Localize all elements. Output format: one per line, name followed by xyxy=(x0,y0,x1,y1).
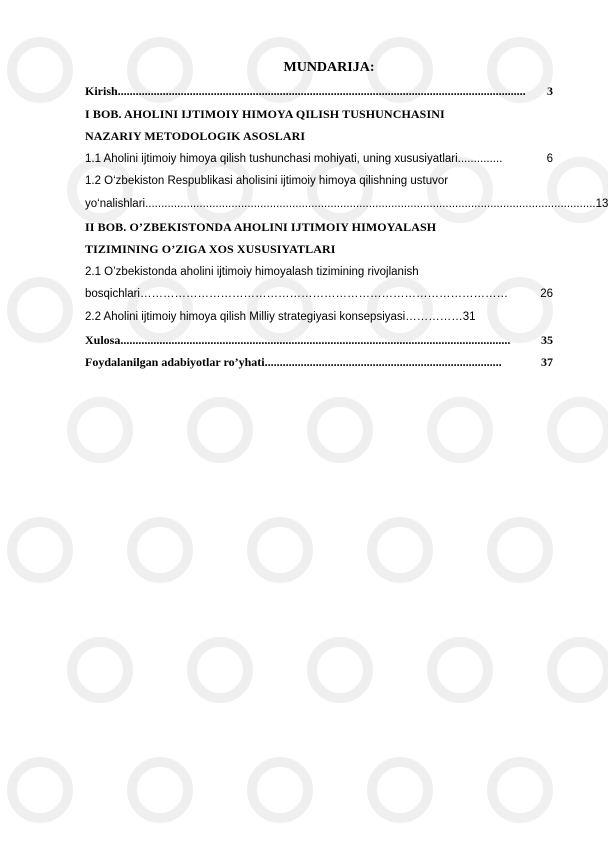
toc-page-number: 31 xyxy=(462,310,476,323)
toc-page-number: 6 xyxy=(546,152,553,165)
toc-leader-dots: .................................................................................................................................. xyxy=(120,332,511,347)
toc-entry-label: yo‘nalishlari xyxy=(85,197,146,210)
toc-leader-dots: ............................................................................................................................................. xyxy=(145,197,596,210)
toc-entry-label: bosqichlari xyxy=(85,288,140,301)
toc-leader-dots: ........................................................................................................................................ xyxy=(117,84,526,98)
toc-entry-1-1[interactable] xyxy=(85,148,553,171)
toc-page-number: 3 xyxy=(547,84,553,98)
toc-chapter-1-heading[interactable]: I BOB. AHOLINI IJTIMOIY HIMOYA QILISH TUSHUNCHASINI xyxy=(85,106,445,121)
toc-entry-1-2-line-1[interactable]: 1.2 O‘zbekiston Respublikasi aholisini ijtimoiy himoya qilishning ustuvor xyxy=(85,175,449,188)
toc-entry-kirish[interactable] xyxy=(85,80,553,103)
toc-entry-references[interactable] xyxy=(85,351,553,374)
toc-title: MUNDARIJA: xyxy=(283,60,375,75)
toc-chapter-1-heading-cont[interactable]: NAZARIY METODOLOGIK ASOSLARI xyxy=(85,129,306,144)
toc-page-number: 37 xyxy=(541,355,553,370)
toc-entry-label: 2.2 Aholini ijtimoiy himoya qilish Milliy strategiyasi konsepsiyasi xyxy=(85,310,406,323)
toc-entry-label: Foydalanilgan adabiyotlar ro’yhati xyxy=(85,355,265,370)
toc-chapter-2-heading[interactable]: II BOB. O’ZBEKISTONDA AHOLINI IJTIMOIY HIMOYALASH xyxy=(85,219,437,234)
toc-entry-2-1-line-1[interactable]: 2.1 O’zbekistonda aholini ijtimoiy himoyalash tizimining rivojlanish xyxy=(85,265,419,278)
toc-entry-label: 1.1 Aholini ijtimoiy himoya qilish tushunchasi mohiyati, uning xususiyatlari xyxy=(85,152,458,165)
toc-page-number: 35 xyxy=(541,332,553,347)
toc-leader-dots: …………………………………………………………………………………… xyxy=(139,288,508,301)
toc-page-number: 13 xyxy=(595,197,608,210)
toc-leader-dots: ............................................................................... xyxy=(264,355,502,370)
toc-entry-1-2[interactable] xyxy=(85,193,608,216)
toc-leader-dots: .............. xyxy=(457,152,503,165)
toc-page-number: 26 xyxy=(540,288,553,301)
table-of-contents xyxy=(85,56,608,374)
toc-entry-label: Kirish xyxy=(85,84,118,98)
toc-entry-label: Xulosa xyxy=(85,332,121,347)
toc-entry-2-1[interactable] xyxy=(85,283,553,306)
toc-leader-dots: …………… xyxy=(405,310,463,323)
toc-entry-xulosa[interactable] xyxy=(85,329,553,352)
toc-entry-2-2[interactable] xyxy=(85,306,553,329)
toc-chapter-2-heading-cont[interactable]: TIZIMINING O’ZIGA XOS XUSUSIYATLARI xyxy=(85,242,336,257)
